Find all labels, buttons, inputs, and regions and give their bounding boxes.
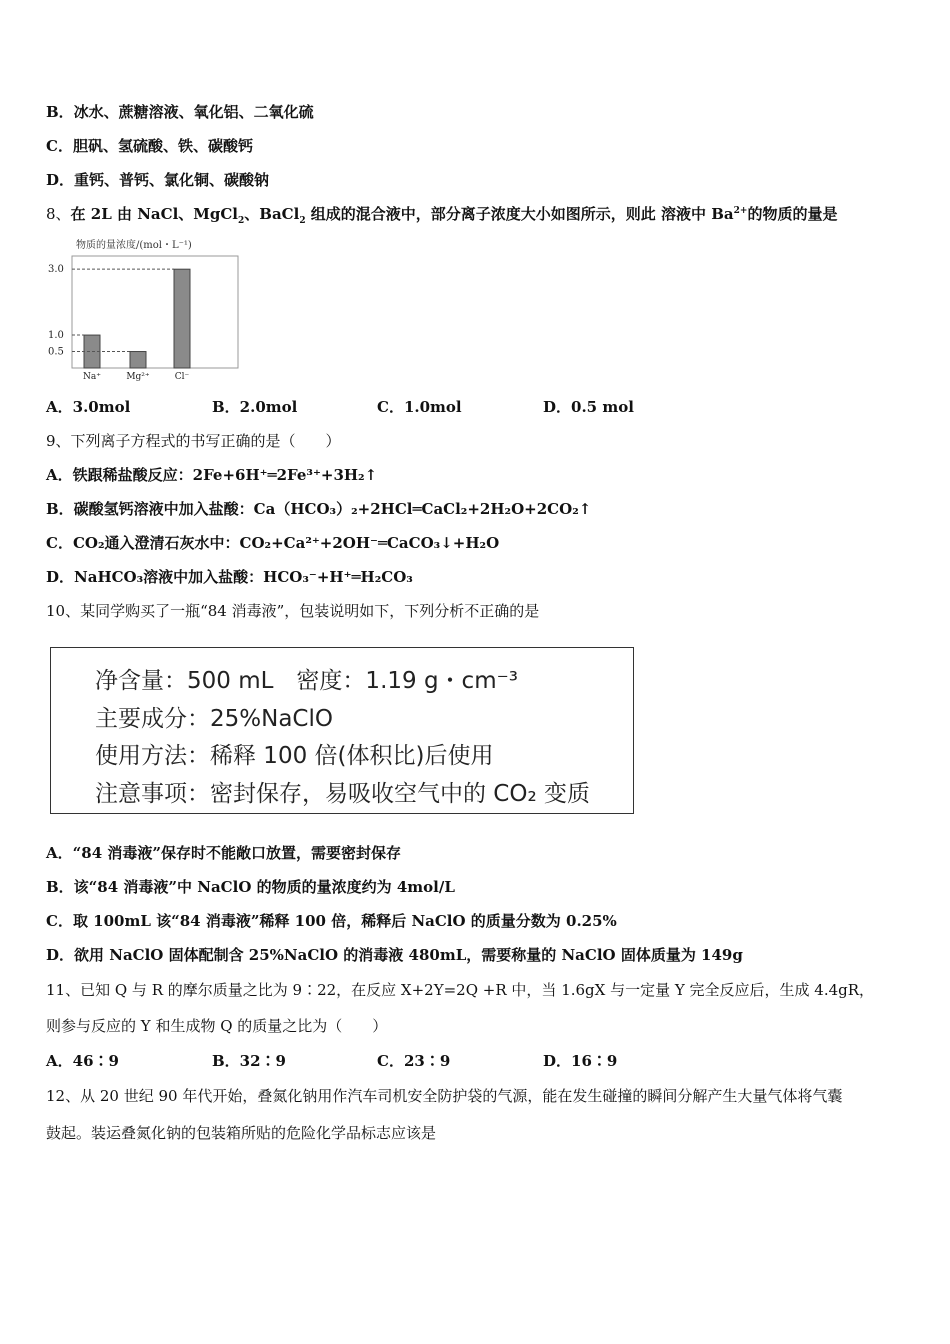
x-tick-label: Na⁺ bbox=[83, 372, 101, 382]
q7-option-b: B．冰水、蔗糖溶液、氧化铝、二氧化硫 bbox=[46, 103, 314, 121]
x-tick-label: Mg²⁺ bbox=[126, 372, 150, 382]
bar bbox=[130, 352, 146, 368]
y-tick-label: 1.0 bbox=[48, 330, 64, 342]
q8-stem-b: 、BaCl bbox=[244, 205, 300, 223]
q8-option-b: B．2.0mol bbox=[212, 398, 298, 416]
product-label-box bbox=[50, 647, 634, 814]
q8-stem-d: 的物质的量是 bbox=[747, 205, 838, 223]
q9-option-a: A．铁跟稀盐酸反应：2Fe+6H⁺═2Fe³⁺+3H₂↑ bbox=[46, 466, 378, 484]
q10-option-c: C．取 100mL 该“84 消毒液”稀释 100 倍，稀释后 NaClO 的质量分数为 0.25% bbox=[46, 912, 617, 930]
q12-stem-line-1: 12、从 20 世纪 90 年代开始，叠氮化钠用作汽车司机安全防护袋的气源，能在发生碰撞的瞬间分解产生大量气体将气囊 bbox=[46, 1087, 843, 1105]
q7-option-c: C．胆矾、氢硫酸、铁、碳酸钙 bbox=[46, 137, 253, 155]
q9-option-b: B．碳酸氢钙溶液中加入盐酸：Ca（HCO₃）₂+2HCl═CaCl₂+2H₂O+2CO₂↑ bbox=[46, 500, 592, 518]
y-tick-label: 3.0 bbox=[48, 264, 64, 276]
q11-option-b: B．32∶9 bbox=[212, 1052, 286, 1070]
q12-stem-line-2: 鼓起。装运叠氮化钠的包装箱所贴的危险化学品标志应该是 bbox=[46, 1124, 437, 1142]
q11-stem-line-1: 11、已知 Q 与 R 的摩尔质量之比为 9∶22，在反应 X+2Y=2Q +R 中，当 1.6gX 与一定量 Y 完全反应后，生成 4.4gR， bbox=[46, 981, 875, 999]
q8-stem-a: 在 2L 由 NaCl、MgCl bbox=[70, 205, 238, 223]
q10-option-a: A．“84 消毒液”保存时不能敞口放置，需要密封保存 bbox=[46, 844, 401, 862]
label-line-4: 注意事项：密封保存，易吸收空气中的 CO₂ 变质 bbox=[95, 781, 591, 807]
q10-stem: 10、某同学购买了一瓶“84 消毒液”，包装说明如下，下列分析不正确的是 bbox=[46, 602, 540, 620]
q7-option-d: D．重钙、普钙、氯化铜、碳酸钠 bbox=[46, 171, 270, 189]
q10-option-d: D．欲用 NaClO 固体配制含 25%NaClO 的消毒液 480mL，需要称量的 NaClO 固体质量为 149g bbox=[46, 946, 743, 964]
label-line-1: 净含量：500 mL 密度：1.19 g・cm⁻³ bbox=[95, 668, 518, 694]
label-line-3: 使用方法：稀释 100 倍(体积比)后使用 bbox=[95, 743, 494, 769]
q8-stem: 8、在 2L 由 NaCl、MgCl$_2$、BaCl$_2$ 组成的混合液中，部分离子浓度大小如图所示，则此 溶液中 $Ba^{2+}$的物质的量是 bbox=[46, 205, 838, 226]
chart-title: 物质的量浓度/(mol・L⁻¹) bbox=[76, 240, 192, 251]
q8-option-a: A．3.0mol bbox=[46, 398, 131, 416]
q9-stem: 9、下列离子方程式的书写正确的是（ ） bbox=[46, 432, 341, 450]
q10-option-b: B．该“84 消毒液”中 NaClO 的物质的量浓度约为 4mol/L bbox=[46, 878, 455, 896]
q11-option-d: D．16∶9 bbox=[543, 1052, 618, 1070]
bar bbox=[174, 269, 190, 368]
q9-option-c: C．CO₂通入澄清石灰水中：CO₂+Ca²⁺+2OH⁻═CaCO₃↓+H₂O bbox=[46, 534, 500, 552]
q8-number: 8、 bbox=[46, 205, 71, 223]
ion-concentration-chart bbox=[44, 236, 244, 382]
x-tick-label: Cl⁻ bbox=[174, 372, 190, 382]
y-tick-label: 0.5 bbox=[48, 346, 64, 358]
label-line-2: 主要成分：25%NaClO bbox=[95, 706, 333, 732]
q8-option-c: C．1.0mol bbox=[377, 398, 462, 416]
q11-option-c: C．23∶9 bbox=[377, 1052, 451, 1070]
q11-option-a: A．46∶9 bbox=[46, 1052, 119, 1070]
q8-option-d: D．0.5 mol bbox=[543, 398, 634, 416]
q9-option-d: D．NaHCO₃溶液中加入盐酸：HCO₃⁻+H⁺═H₂CO₃ bbox=[46, 568, 413, 586]
q8-stem-c: 组成的混合液中，部分离子浓度大小如图所示，则此 溶液中 Ba bbox=[305, 205, 734, 223]
q11-stem-line-2: 则参与反应的 Y 和生成物 Q 的质量之比为（ ） bbox=[46, 1017, 388, 1035]
